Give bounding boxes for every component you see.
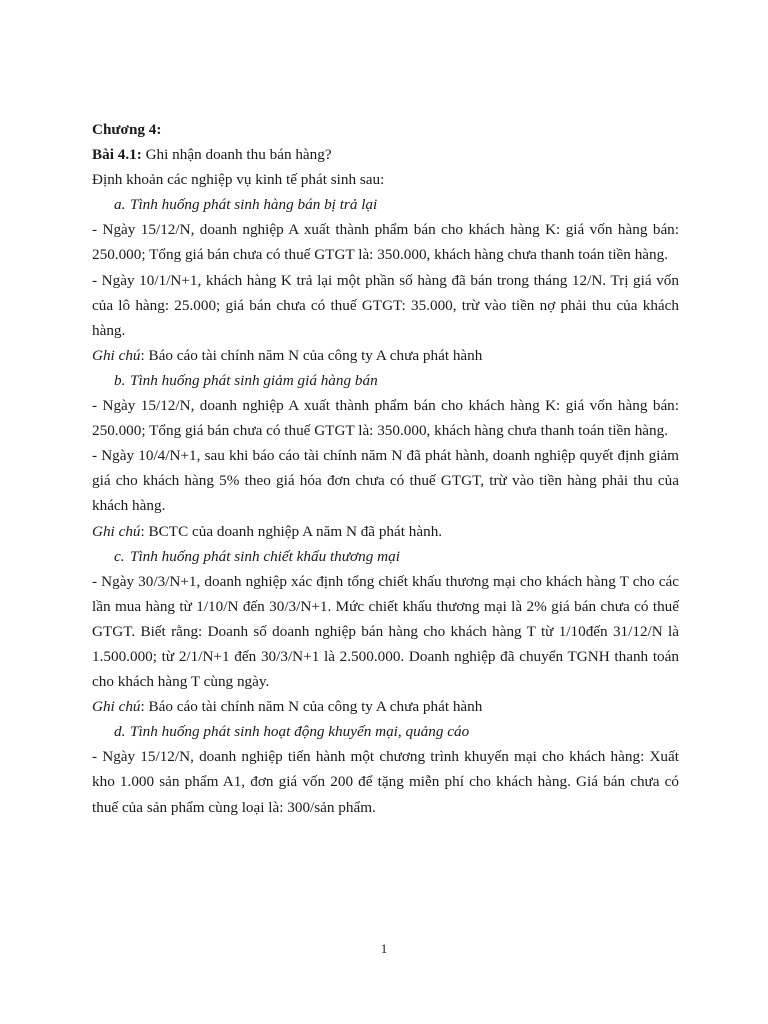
paragraph: - Ngày 10/1/N+1, khách hàng K trả lại một phần số hàng đã bán trong tháng 12/N. Trị giá vốn của lô hàng: 25.000; giá bán chưa có thuế GTGT: 35.000, trừ vào tiền nợ phải thu của khách hàng.: [92, 271, 679, 339]
section-marker: b.: [114, 371, 126, 389]
exercise-heading: [92, 142, 679, 167]
paragraph: - Ngày 15/12/N, doanh nghiệp A xuất thành phẩm bán cho khách hàng K: giá vốn hàng bán: 250.000; Tổng giá bán chưa có thuế GTGT là: 350.000, khách hàng chưa thanh toán tiền hàng.: [92, 221, 679, 264]
section-title: Tình huống phát sinh hàng bán bị trả lại: [130, 196, 378, 214]
section-marker: c.: [114, 547, 125, 565]
paragraph: - Ngày 30/3/N+1, doanh nghiệp xác định tổng chiết khấu thương mại cho khách hàng T cho các lần mua hàng từ 1/10/N đến 30/3/N+1. Mức chiết khấu thương mại là 2% giá bán chưa có thuế GTGT. Biết rằng: Doanh số doanh nghiệp bán hàng cho khách hàng T từ 1/10đến 31/12/N là 1.500.000; từ 2/1/N+1 đến 30/3/N+1 là 2.500.000. Doanh nghiệp đã chuyển TGNH thanh toán cho khách hàng T cùng ngày.: [92, 572, 679, 691]
section-marker: d.: [114, 723, 126, 741]
instruction-text: Định khoản các nghiệp vụ kinh tế phát sinh sau:: [92, 171, 385, 189]
note: [92, 343, 679, 368]
paragraph: - Ngày 15/12/N, doanh nghiệp tiến hành một chương trình khuyến mại cho khách hàng: Xuất kho 1.000 sản phẩm A1, đơn giá vốn 200 để tặng miễn phí cho khách hàng. Giá bán chưa có thuế của sản phẩm cùng loại là: 300/sản phẩm.: [92, 748, 679, 816]
note-text: : BCTC của doanh nghiệp A năm N đã phát hành.: [140, 522, 443, 540]
section-title: Tình huống phát sinh giảm giá hàng bán: [130, 371, 378, 389]
page-number: 1: [380, 941, 388, 956]
section-title: Tình huống phát sinh hoạt động khuyến mại, quảng cáo: [130, 723, 470, 741]
section-heading-d: [92, 719, 679, 744]
paragraph: - Ngày 10/4/N+1, sau khi báo cáo tài chính năm N đã phát hành, doanh nghiệp quyết định giảm giá cho khách hàng 5% theo giá hóa đơn chưa có thuế GTGT, trừ vào tiền hàng phải thu của khách hàng.: [92, 447, 679, 515]
note-text: : Báo cáo tài chính năm N của công ty A chưa phát hành: [140, 346, 483, 364]
paragraph: - Ngày 15/12/N, doanh nghiệp A xuất thành phẩm bán cho khách hàng K: giá vốn hàng bán: 250.000; Tổng giá bán chưa có thuế GTGT là: 350.000, khách hàng chưa thanh toán tiền hàng.: [92, 397, 679, 440]
exercise-label: Bài 4.1:: [92, 146, 142, 164]
section-heading-b: [92, 368, 679, 393]
note: [92, 694, 679, 719]
note: [92, 519, 679, 544]
document-page: [92, 117, 679, 820]
note-label: Ghi chú: [92, 522, 141, 540]
note-text: : Báo cáo tài chính năm N của công ty A chưa phát hành: [140, 698, 483, 716]
note-label: Ghi chú: [92, 346, 141, 364]
section-heading-c: [92, 544, 679, 569]
section-title: Tình huống phát sinh chiết khấu thương mại: [130, 547, 400, 565]
note-label: Ghi chú: [92, 698, 141, 716]
section-heading-a: [92, 192, 679, 217]
chapter-heading: Chương 4:: [92, 121, 162, 138]
section-marker: a.: [114, 196, 126, 214]
exercise-title: Ghi nhận doanh thu bán hàng?: [141, 146, 332, 164]
